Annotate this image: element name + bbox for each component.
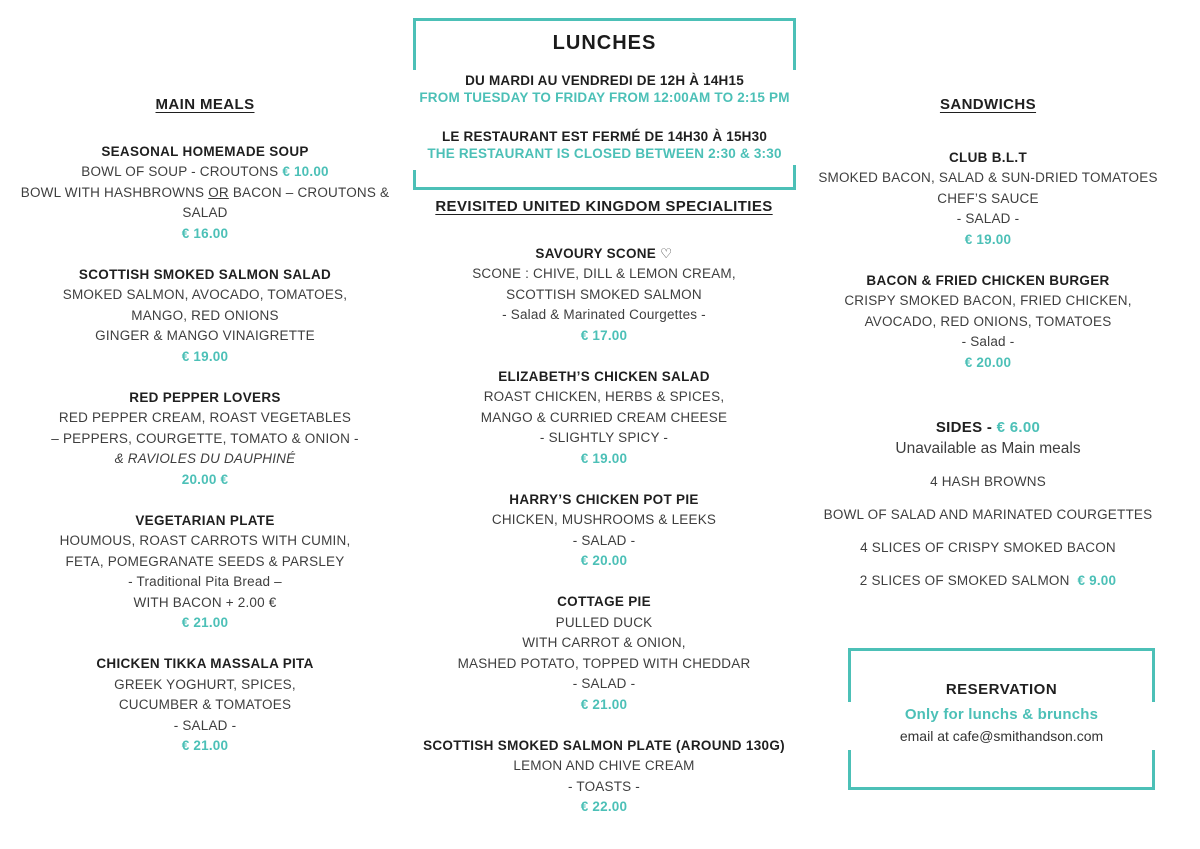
menu-line <box>15 347 395 368</box>
line-text: - SLIGHTLY SPICY - <box>539 430 669 445</box>
sides-title-text: SIDES - <box>935 419 997 436</box>
menu-line <box>404 777 804 798</box>
menu-item <box>15 265 395 368</box>
reservation-subtitle: Only for lunchs & brunchs <box>904 706 1099 723</box>
menu-item-title: RED PEPPER LOVERS <box>129 389 281 405</box>
price-text: € 16.00 <box>181 225 229 241</box>
hours-group <box>388 70 822 109</box>
line-text: - Salad - <box>961 334 1015 349</box>
menu-line <box>404 674 804 695</box>
menu-line <box>404 797 804 818</box>
price-text: € 21.00 <box>580 696 628 712</box>
box-border-segment <box>1152 743 1155 790</box>
menu-item-title: BACON & FRIED CHICKEN BURGER <box>866 272 1110 288</box>
menu-line <box>404 408 804 429</box>
menu-line <box>404 449 804 470</box>
menu-line <box>15 531 395 552</box>
hours-line-english: THE RESTAURANT IS CLOSED BETWEEN 2:30 & 3:30 <box>427 145 782 161</box>
menu-line <box>404 387 804 408</box>
reservation-email: email at cafe@smithandson.com <box>899 728 1104 744</box>
menu-line <box>788 505 1188 526</box>
menu-line <box>15 613 395 634</box>
menu-item-title: CLUB B.L.T <box>949 149 1027 165</box>
box-border-top <box>848 648 1155 651</box>
menu-line <box>788 230 1188 251</box>
main-meals-header: MAIN MEALS <box>155 96 255 113</box>
menu-line <box>404 510 804 531</box>
line-text: LEMON AND CHIVE CREAM <box>513 758 695 773</box>
price-text: € 20.00 <box>964 354 1012 370</box>
menu-item <box>15 388 395 491</box>
line-text: SCOTTISH SMOKED SALMON <box>506 286 702 302</box>
menu-item-title: HARRY’S CHICKEN POT PIE <box>509 491 699 507</box>
main-meals-column <box>15 95 395 777</box>
line-text: 4 SLICES OF CRISPY SMOKED BACON <box>860 539 1116 555</box>
line-text: - SALAD - <box>572 532 636 548</box>
price-text: € 9.00 <box>1077 572 1117 588</box>
menu-line <box>788 189 1188 210</box>
line-text: BOWL WITH HASHBROWNS <box>20 184 209 200</box>
sandwichs-column <box>788 95 1188 591</box>
menu-item-title: SAVOURY SCONE ♡ <box>535 245 673 261</box>
price-text: € 6.00 <box>996 419 1041 436</box>
reservation-box <box>848 648 1155 790</box>
line-text: 2 SLICES OF SMOKED SALMON <box>859 572 1078 588</box>
uk-specialities-items <box>404 244 804 818</box>
box-border-bottom <box>848 787 1155 790</box>
line-text: BACON – CROUTONS & SALAD <box>182 184 390 220</box>
menu-item <box>788 148 1188 251</box>
line-text: - TOASTS - <box>567 778 640 794</box>
menu-line <box>404 613 804 634</box>
menu-line <box>788 538 1188 559</box>
line-text: WITH BACON + 2.00 € <box>133 594 277 610</box>
line-text: - SALAD - <box>956 211 1020 226</box>
hours-line-english: FROM TUESDAY TO FRIDAY FROM 12:00AM TO 2:15 PM <box>419 89 790 105</box>
menu-line <box>788 332 1188 353</box>
box-border-segment <box>848 648 851 702</box>
price-text: € 20.00 <box>580 553 628 568</box>
menu-item-title: SCOTTISH SMOKED SALMON SALAD <box>78 266 332 282</box>
menu-line <box>404 551 804 572</box>
box-border-segment <box>413 170 416 190</box>
menu-item-title: VEGETARIAN PLATE <box>135 512 275 528</box>
line-text: CHEF’S SAUCE <box>937 190 1039 206</box>
line-text: BOWL OF SALAD AND MARINATED COURGETTES <box>823 506 1153 522</box>
line-text: RED PEPPER CREAM, ROAST VEGETABLES <box>58 410 352 425</box>
menu-item-title: SEASONAL HOMEMADE SOUP <box>101 143 309 159</box>
line-text: - Salad & Marinated Courgettes - <box>502 307 706 322</box>
line-text: MANGO & CURRIED CREAM CHEESE <box>480 409 728 425</box>
reservation-title: RESERVATION <box>945 681 1058 698</box>
line-text: MASHED POTATO, TOPPED WITH CHEDDAR <box>457 655 751 671</box>
box-border-bottom <box>413 187 796 190</box>
menu-item <box>15 654 395 757</box>
menu-item <box>404 592 804 715</box>
main-meals-items <box>15 142 395 757</box>
line-text: MANGO, RED ONIONS <box>131 307 279 323</box>
box-border-top <box>413 18 796 21</box>
line-text: FETA, POMEGRANATE SEEDS & PARSLEY <box>65 553 345 569</box>
sandwichs-header: SANDWICHS <box>939 96 1037 113</box>
menu-line <box>788 209 1188 230</box>
heart-icon: ♡ <box>656 245 673 261</box>
price-text: € 21.00 <box>181 615 229 630</box>
menu-line <box>15 675 395 696</box>
menu-line <box>788 353 1188 374</box>
price-text: € 17.00 <box>580 327 628 343</box>
line-text: & RAVIOLES DU DAUPHINÉ <box>114 451 296 466</box>
box-border-segment <box>848 743 851 790</box>
line-text: ROAST CHICKEN, HERBS & SPICES, <box>483 389 725 404</box>
menu-line <box>404 531 804 552</box>
line-text: - SALAD - <box>572 676 636 691</box>
uk-specialities-header: REVISITED UNITED KINGDOM SPECIALITIES <box>435 198 773 215</box>
sandwichs-items <box>788 148 1188 374</box>
price-text: € 10.00 <box>282 164 329 179</box>
menu-line <box>404 285 804 306</box>
line-text: WITH CARROT & ONION, <box>522 635 686 650</box>
menu-line <box>15 470 395 491</box>
menu-line <box>15 224 395 245</box>
menu-line <box>15 572 395 593</box>
menu-item <box>15 511 395 634</box>
line-text: CRISPY SMOKED BACON, FRIED CHICKEN, <box>844 293 1132 308</box>
uk-specialities-column <box>404 197 804 838</box>
line-text: GREEK YOGHURT, SPICES, <box>114 676 296 692</box>
price-text: € 21.00 <box>181 738 229 753</box>
box-border-segment <box>1152 648 1155 702</box>
line-text: AVOCADO, RED ONIONS, TOMATOES <box>864 313 1112 329</box>
line-text: CUCUMBER & TOMATOES <box>118 697 292 712</box>
line-text: – PEPPERS, COURGETTE, TOMATO & ONION - <box>51 430 359 446</box>
menu-line <box>404 756 804 777</box>
price-text: € 22.00 <box>580 799 628 814</box>
menu-item <box>404 367 804 470</box>
menu-item-title: SCOTTISH SMOKED SALMON PLATE (AROUND 130G) <box>423 737 785 753</box>
menu-line <box>404 326 804 347</box>
price-text: 20.00 € <box>181 471 229 487</box>
hours-line-french: LE RESTAURANT EST FERMÉ DE 14H30 À 15H30 <box>441 129 768 144</box>
menu-line <box>404 695 804 716</box>
menu-line <box>15 306 395 327</box>
menu-item <box>788 271 1188 374</box>
menu-item-title: ELIZABETH’S CHICKEN SALAD <box>498 368 710 384</box>
line-text: - Traditional Pita Bread – <box>128 574 282 589</box>
price-text: € 19.00 <box>181 348 229 364</box>
menu-line <box>15 716 395 737</box>
menu-line <box>404 633 804 654</box>
menu-line <box>15 162 395 183</box>
sides-subtitle: Unavailable as Main meals <box>895 440 1081 457</box>
line-text: SCONE : CHIVE, DILL & LEMON CREAM, <box>472 266 736 281</box>
menu-line <box>404 305 804 326</box>
menu-line <box>15 326 395 347</box>
hours-line-french: DU MARDI AU VENDREDI DE 12H À 14H15 <box>465 73 744 88</box>
menu-line <box>788 312 1188 333</box>
menu-line <box>15 552 395 573</box>
sides-lines <box>788 472 1188 592</box>
menu-item <box>404 244 804 347</box>
menu-line <box>404 428 804 449</box>
lunches-title: LUNCHES <box>552 32 657 54</box>
menu-line <box>15 449 395 470</box>
menu-line <box>404 654 804 675</box>
menu-item <box>15 142 395 245</box>
price-text: € 19.00 <box>580 450 628 466</box>
menu-line <box>15 183 395 224</box>
line-text: BOWL OF SOUP - CROUTONS <box>81 164 283 179</box>
line-text: GINGER & MANGO VINAIGRETTE <box>95 328 315 343</box>
menu-item-title: CHICKEN TIKKA MASSALA PITA <box>96 656 314 671</box>
menu-item-title: COTTAGE PIE <box>557 594 651 609</box>
hours-group <box>388 126 822 165</box>
menu-item <box>404 490 804 572</box>
price-text: € 19.00 <box>964 231 1012 247</box>
lunches-hours-box <box>413 18 796 190</box>
line-text: HOUMOUS, ROAST CARROTS WITH CUMIN, <box>59 533 351 548</box>
line-text: SMOKED SALMON, AVOCADO, TOMATOES, <box>62 287 348 302</box>
menu-line <box>15 285 395 306</box>
menu-line <box>15 736 395 757</box>
menu-line <box>788 571 1188 592</box>
reservation-text-band <box>830 702 1174 750</box>
menu-item <box>404 736 804 818</box>
line-text: PULLED DUCK <box>555 614 653 630</box>
line-text: CHICKEN, MUSHROOMS & LEEKS <box>491 512 717 527</box>
menu-line <box>788 168 1188 189</box>
sides-section <box>788 417 1188 591</box>
line-text: OR <box>208 184 229 200</box>
menu-line <box>788 472 1188 493</box>
line-text: 4 HASH BROWNS <box>930 473 1046 489</box>
menu-line <box>15 593 395 614</box>
menu-line <box>15 695 395 716</box>
menu-line <box>788 291 1188 312</box>
line-text: SMOKED BACON, SALAD & SUN-DRIED TOMATOES <box>818 170 1158 185</box>
menu-line <box>404 264 804 285</box>
sides-title <box>788 417 1188 438</box>
line-text: - SALAD - <box>173 717 237 733</box>
menu-line <box>15 408 395 429</box>
menu-line <box>15 429 395 450</box>
